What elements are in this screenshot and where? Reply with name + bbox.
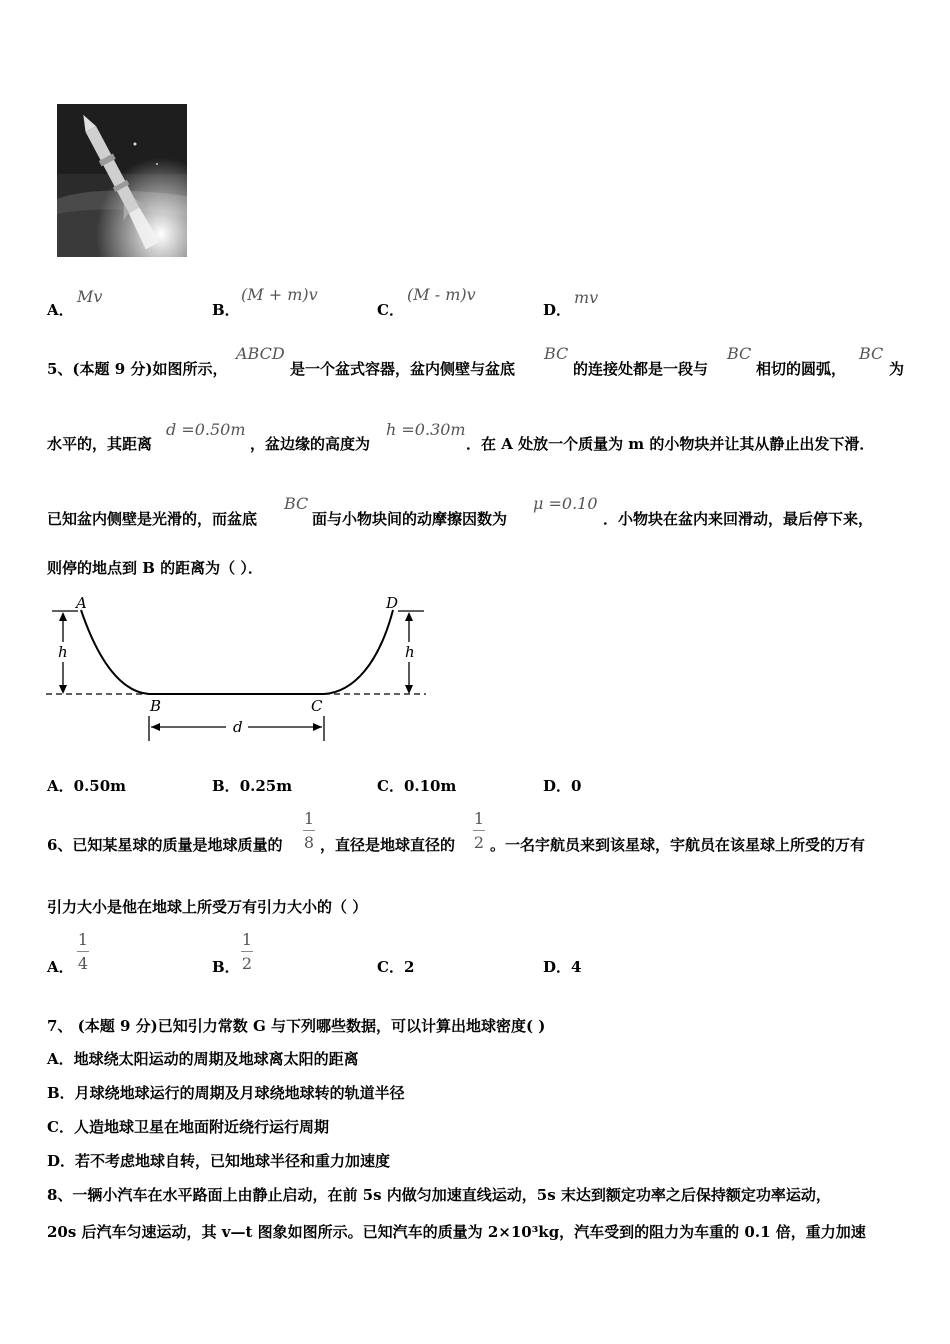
q4-option-a-formula: Mv <box>77 287 103 306</box>
q5-math-h: h =0.30m <box>386 420 466 439</box>
q5-text-2c: ．在 A 处放一个质量为 m 的小物块并让其从静止出发下滑． <box>466 435 875 453</box>
q5-text-3a: 已知盆内侧壁是光滑的，而盆底 <box>47 510 258 528</box>
q4-option-b[interactable] <box>212 299 240 320</box>
q7-option-c[interactable]: C．人造地球卫星在地面附近绕行运行周期 <box>47 1118 329 1136</box>
point-a-label: A <box>76 594 87 612</box>
fraction-bar <box>473 830 485 831</box>
q6-option-a-fraction <box>77 930 89 973</box>
option-label: D． <box>543 301 572 319</box>
q5-text-3b: 面与小物块间的动摩擦因数为 <box>312 510 508 528</box>
q5-option-a[interactable] <box>47 775 126 796</box>
q5-math-mu: μ =0.10 <box>533 494 598 513</box>
q6-fraction-diameter <box>473 809 485 852</box>
fraction-numerator: 1 <box>473 809 485 828</box>
basin-diagram <box>44 588 444 753</box>
option-label: B． <box>212 777 240 795</box>
q8-text-1: 8、一辆小汽车在水平路面上由静止启动，在前 5s 内做匀加速直线运动，5s 末达到额定功率之后保持额定功率运动， <box>47 1186 831 1204</box>
height-right-label: h <box>405 643 415 661</box>
q6-text-2: 引力大小是他在地球上所受万有引力大小的（ ） <box>47 898 368 916</box>
q5-math-d: d =0.50m <box>166 420 246 439</box>
q7-option-d[interactable]: D．若不考虑地球自转，已知地球半径和重力加速度 <box>47 1152 391 1170</box>
point-c-label: C <box>311 697 323 715</box>
q6-option-c[interactable] <box>377 956 414 977</box>
q4-option-c-formula: (M - m)v <box>407 285 476 304</box>
option-value: 4 <box>571 958 582 976</box>
q6-fraction-mass <box>303 809 315 852</box>
q5-text-1e: 为 <box>889 360 905 378</box>
option-label: A． <box>47 958 74 976</box>
q5-math-bc-4: BC <box>284 494 309 513</box>
option-value: 2 <box>403 958 415 976</box>
option-label: A． <box>47 301 74 319</box>
q8-text-2: 20s 后汽车匀速运动，其 v—t 图象如图所示。已知汽车的质量为 2×10³kg，汽车受到的阻力为车重的 0.1 倍，重力加速 <box>47 1223 866 1241</box>
fraction-numerator: 1 <box>241 930 253 949</box>
q5-math-bc-3: BC <box>859 344 884 363</box>
option-value: 0 <box>571 777 582 795</box>
q5-text-1a: 5、(本题 9 分)如图所示， <box>47 360 228 378</box>
fraction-bar <box>303 830 315 831</box>
q4-option-b-formula: (M + m)v <box>241 285 318 304</box>
option-label: C． <box>377 958 404 976</box>
q7-option-b[interactable]: B．月球绕地球运行的周期及月球绕地球转的轨道半径 <box>47 1084 405 1102</box>
height-left-label: h <box>58 643 68 661</box>
q5-text-2b: ，盆边缘的高度为 <box>250 435 371 453</box>
q5-text-1d: 相切的圆弧， <box>756 360 847 378</box>
q6-text-1a: 6、已知某星球的质量是地球质量的 <box>47 836 283 854</box>
q5-text-4: 则停的地点到 B 的距离为（ ）． <box>47 559 263 577</box>
option-label: D． <box>543 777 572 795</box>
option-label: B． <box>212 958 240 976</box>
q6-option-b[interactable] <box>212 956 240 977</box>
q6-option-b-fraction <box>241 930 253 973</box>
q4-option-a[interactable] <box>47 299 74 320</box>
q6-text-1c: 。一名宇航员来到该星球，宇航员在该星球上所受的万有 <box>490 836 866 854</box>
option-label: C． <box>377 301 404 319</box>
fraction-bar <box>77 951 89 952</box>
point-b-label: B <box>150 697 162 715</box>
option-label: B． <box>212 301 240 319</box>
q4-option-d-formula: mv <box>574 288 599 307</box>
fraction-numerator: 1 <box>303 809 315 828</box>
rocket-launch-image <box>57 104 187 257</box>
q6-text-1b: ，直径是地球直径的 <box>320 836 456 854</box>
option-label: A． <box>47 777 74 795</box>
fraction-denominator: 8 <box>303 833 315 852</box>
q5-option-c[interactable] <box>377 775 456 796</box>
q5-text-3c: ．小物块在盆内来回滑动，最后停下来， <box>603 510 874 528</box>
option-value: 0.10m <box>403 777 457 795</box>
q4-option-d[interactable] <box>543 299 571 320</box>
q5-text-1b: 是一个盆式容器，盆内侧壁与盆底 <box>290 360 516 378</box>
option-value: 0.50m <box>73 777 127 795</box>
q6-option-a[interactable] <box>47 956 74 977</box>
q5-option-d[interactable] <box>543 775 581 796</box>
q7-stem: 7、 (本题 9 分)已知引力常数 G 与下列哪些数据，可以计算出地球密度( ) <box>47 1017 546 1035</box>
q5-option-b[interactable] <box>212 775 292 796</box>
q5-math-abcd: ABCD <box>236 344 285 363</box>
option-value: 0.25m <box>239 777 293 795</box>
fraction-denominator: 2 <box>241 954 253 973</box>
q6-option-d[interactable] <box>543 956 581 977</box>
fraction-bar <box>241 951 253 952</box>
distance-d-label: d <box>233 718 243 736</box>
q7-option-a[interactable]: A．地球绕太阳运动的周期及地球离太阳的距离 <box>47 1050 359 1068</box>
fraction-denominator: 2 <box>473 833 485 852</box>
q5-math-bc-2: BC <box>727 344 752 363</box>
q4-option-c[interactable] <box>377 299 404 320</box>
q5-math-bc-1: BC <box>544 344 569 363</box>
fraction-denominator: 4 <box>77 954 89 973</box>
option-label: D． <box>543 958 572 976</box>
q5-text-2a: 水平的，其距离 <box>47 435 153 453</box>
option-label: C． <box>377 777 404 795</box>
q5-text-1c: 的连接处都是一段与 <box>573 360 709 378</box>
fraction-numerator: 1 <box>77 930 89 949</box>
point-d-label: D <box>386 594 399 612</box>
